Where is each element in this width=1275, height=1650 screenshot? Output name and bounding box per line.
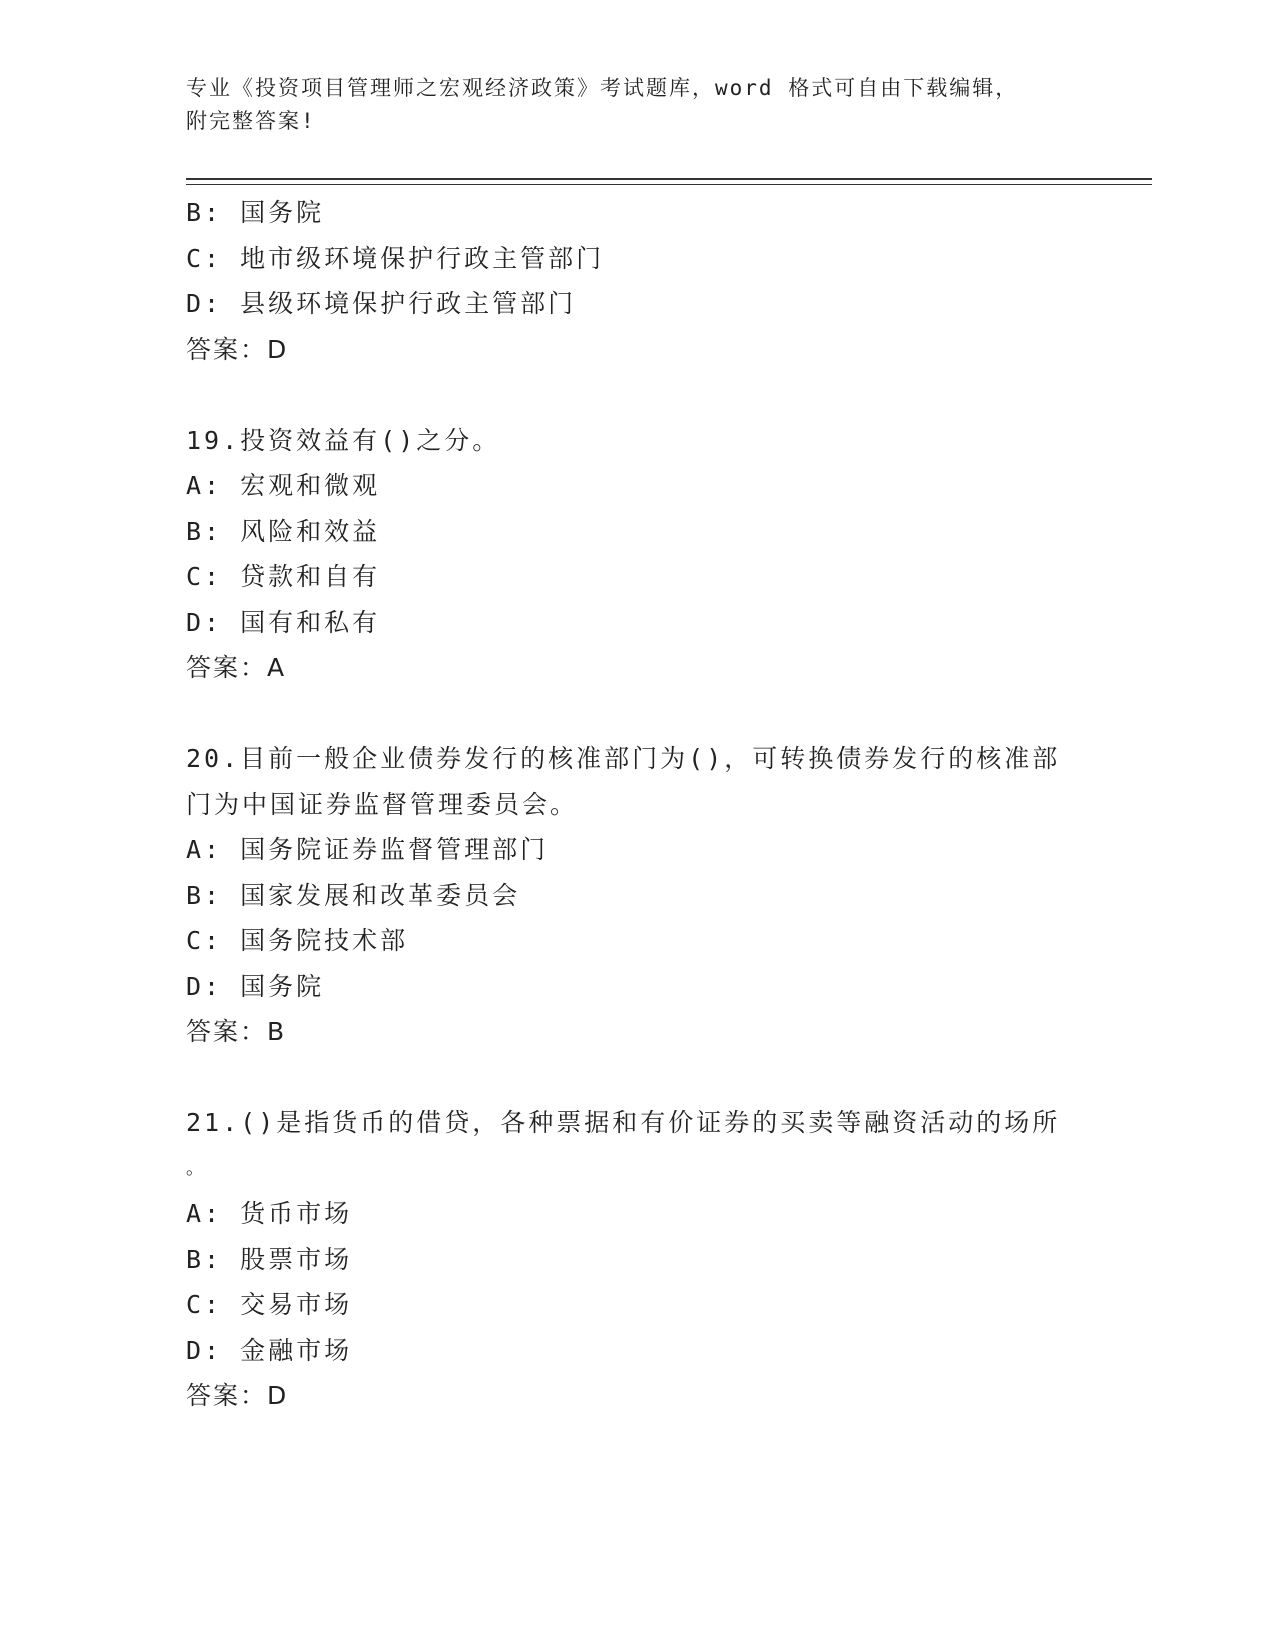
option-b: B: 国务院 <box>186 198 325 227</box>
option-c: C: 地市级环境保护行政主管部门 <box>186 243 605 273</box>
option-d: D: 金融市场 <box>186 1335 353 1365</box>
option-c: C: 交易市场 <box>186 1290 353 1319</box>
spacer <box>186 1055 1086 1101</box>
option-b: B: 股票市场 <box>186 1244 353 1274</box>
option-b: B: 风险和效益 <box>186 516 381 546</box>
header-line-1: 专业《投资项目管理师之宏观经济政策》考试题库，word 格式可自由下载编辑， <box>186 76 1019 100</box>
option-b: B: 国家发展和改革委员会 <box>186 880 521 910</box>
answer: 答案：A <box>186 653 287 682</box>
answer: 答案：B <box>186 1017 287 1046</box>
question-text-line-1: 20.目前一般企业债券发行的核准部门为()，可转换债券发行的核准部 <box>186 744 1061 773</box>
spacer <box>186 691 1086 737</box>
option-d: D: 县级环境保护行政主管部门 <box>186 289 577 318</box>
question-20 <box>186 736 1086 1055</box>
option-d: D: 国务院 <box>186 971 325 1001</box>
option-a: A: 宏观和微观 <box>186 471 381 500</box>
option-a: A: 货币市场 <box>186 1199 353 1228</box>
answer: 答案：D <box>186 1381 289 1410</box>
question-18-tail <box>186 190 1086 372</box>
question-text-line-2: 门为中国证券监督管理委员会。 <box>186 789 579 819</box>
question-21 <box>186 1100 1086 1419</box>
question-text: 19.投资效益有()之分。 <box>186 425 501 455</box>
header-line-2: 附完整答案! <box>186 109 316 133</box>
question-text-line-1: 21.()是指货币的借贷，各种票据和有价证券的买卖等融资活动的场所 <box>186 1108 1061 1137</box>
header-divider-thick <box>186 178 1152 180</box>
option-a: A: 国务院证券监督管理部门 <box>186 835 549 864</box>
question-text-line-2: 。 <box>186 1157 207 1179</box>
option-c: C: 贷款和自有 <box>186 562 381 591</box>
option-c: C: 国务院技术部 <box>186 926 409 955</box>
option-d: D: 国有和私有 <box>186 607 381 637</box>
question-19 <box>186 418 1086 691</box>
document-header <box>186 72 1086 138</box>
header-divider-thin <box>186 184 1152 185</box>
spacer <box>186 372 1086 418</box>
question-list <box>186 190 1086 1419</box>
answer: 答案：D <box>186 334 289 364</box>
